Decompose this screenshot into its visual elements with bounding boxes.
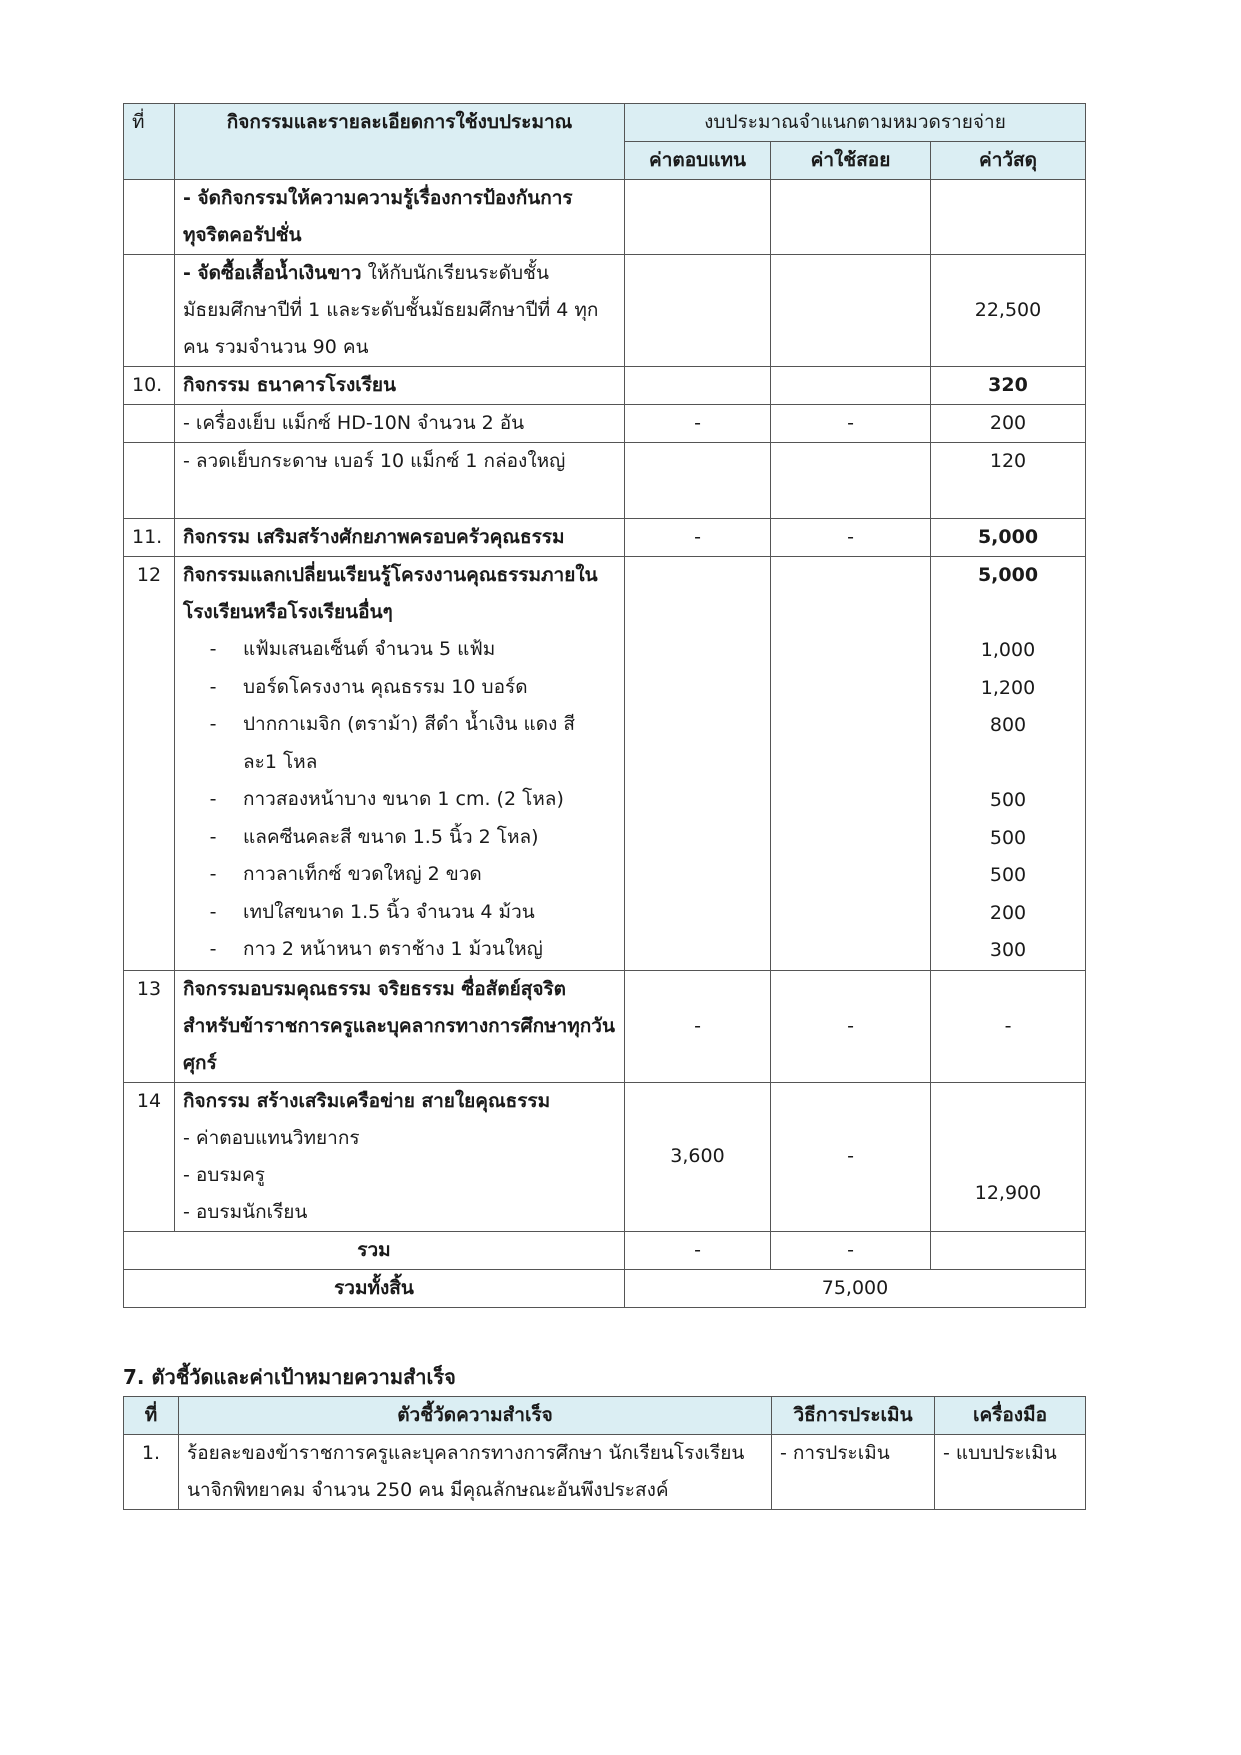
material-cost: 200 [989,901,1027,924]
sum-row [124,1231,1086,1269]
header-indicator: ตัวชี้วัดความสำเร็จ [179,1397,772,1435]
header-materials: ค่าวัสดุ [931,142,1086,180]
table-row [124,443,1086,519]
list-item: - ปากกาเมจิก (ตราม้า) สีดำ น้ำเงิน แดง สี [209,713,575,735]
activity-text [175,557,625,971]
row-number: 1. [124,1435,179,1510]
tool-text: - แบบประเมิน [935,1435,1086,1510]
material-cost: 300 [989,939,1027,961]
table-row [124,367,1086,405]
compensation-cost: - [625,970,771,1082]
activity-text: กิจกรรม ธนาคารโรงเรียน [175,367,625,405]
table-row [124,405,1086,443]
activity-text: กิจกรรมอบรมคุณธรรม จริยธรรม ซื่อสัตย์สุจริตสำหรับข้าราชการครูและบุคลากรทางการศึกษาทุกวันศุกร์ [175,970,625,1082]
material-total: 5,000 [977,564,1039,586]
list-item: - กาว 2 หน้าหนา ตราช้าง 1 ม้วนใหญ่ [209,938,543,960]
expense-cost: - [771,970,931,1082]
list-item: - ค่าตอบแทนวิทยากร [183,1126,360,1149]
material-cost: - [931,970,1086,1082]
material-cost: 320 [931,367,1086,405]
material-cost: 800 [989,714,1027,736]
list-item: - กาวลาเท็กซ์ ขวดใหญ่ 2 ขวด [209,863,482,885]
row-number: 13 [124,970,175,1082]
table-row [124,255,1086,367]
material-cost: 1,000 [980,639,1036,661]
list-item: - บอร์ดโครงงาน คุณธรรม 10 บอร์ด [209,675,528,698]
grand-total-value: 75,000 [625,1269,1086,1307]
grand-total-label: รวมทั้งสิ้น [124,1269,625,1307]
header-no: ที่ [124,1397,179,1435]
expense-cost: - [771,519,931,557]
row-number: 14 [124,1082,175,1231]
indicators-table [123,1396,1086,1510]
activity-title: กิจกรรม สร้างเสริมเครือข่าย สายใยคุณธรรม [183,1089,551,1112]
section-heading: 7. ตัวชี้วัดและค่าเป้าหมายความสำเร็จ [123,1365,456,1389]
activity-text: - จัดซื้อเสื้อน้ำเงินขาว ให้กับนักเรียนระดับชั้นมัธยมศึกษาปีที่ 1 และระดับชั้นมัธยมศึกษาปีที่ 4 ทุกคน รวมจำนวน 90 คน [175,255,625,367]
compensation-cost: - [625,519,771,557]
list-item: - อบรมนักเรียน [183,1200,308,1223]
table-row [124,970,1086,1082]
material-cost: 500 [989,864,1027,886]
list-item: - เทปใสขนาด 1.5 นิ้ว จำนวน 4 ม้วน [209,900,535,923]
material-cost: 1,200 [980,676,1036,699]
activity-text: - จัดกิจกรรมให้ความความรู้เรื่องการป้องกันการทุจริตคอรัปชั่น [175,180,625,255]
activity-text: - เครื่องเย็บ แม็กซ์ HD-10N จำนวน 2 อัน [175,405,625,443]
compensation-cost: - [625,1231,771,1269]
material-cost: 200 [931,405,1086,443]
header-budget-group: งบประมาณจำแนกตามหมวดรายจ่าย [625,104,1086,142]
table-row [124,1435,1086,1510]
header-tool: เครื่องมือ [935,1397,1086,1435]
grand-total-row [124,1269,1086,1307]
header-expenses: ค่าใช้สอย [771,142,931,180]
table-row [124,180,1086,255]
expense-cost: - [771,1231,931,1269]
activity-text: กิจกรรม เสริมสร้างศักยภาพครอบครัวคุณธรรม [175,519,625,557]
compensation-cost: 3,600 [625,1082,771,1231]
material-cost: 500 [989,789,1027,811]
expense-cost: - [771,1082,931,1231]
activity-text: - ลวดเย็บกระดาษ เบอร์ 10 แม็กซ์ 1 กล่องใหญ่ [175,443,625,519]
header-method: วิธีการประเมิน [772,1397,935,1435]
header-activity: กิจกรรมและรายละเอียดการใช้งบประมาณ [175,104,625,180]
material-cost: 120 [931,443,1086,519]
list-item: - อบรมครู [183,1163,266,1186]
list-item: ละ1 โหล [243,750,318,773]
material-cost: 22,500 [931,255,1086,367]
budget-header-row-1 [124,104,1086,142]
row-number: 11. [124,519,175,557]
material-cost-list [931,557,1086,971]
expense-cost: - [771,405,931,443]
header-no: ที่ [124,104,175,180]
activity-text [175,1082,625,1231]
budget-table [123,103,1086,1308]
indicator-text: ร้อยละของข้าราชการครูและบุคลากรทางการศึกษา นักเรียนโรงเรียนนาจิกพิทยาคม จำนวน 250 คน มีคุณลักษณะอันพึงประสงค์ [179,1435,772,1510]
material-cost: 5,000 [931,519,1086,557]
item-list [183,631,616,969]
sum-label: รวม [124,1231,625,1269]
table-row [124,519,1086,557]
table-row [124,1082,1086,1231]
activity-title: กิจกรรมแลกเปลี่ยนเรียนรู้โครงงานคุณธรรมภายในโรงเรียนหรือโรงเรียนอื่นๆ [183,564,598,623]
material-cost: 500 [989,826,1027,849]
row-number: 12 [124,557,175,971]
indicators-header-row [124,1397,1086,1435]
method-text: - การประเมิน [772,1435,935,1510]
header-compensation: ค่าตอบแทน [625,142,771,180]
material-cost: 12,900 [974,1182,1042,1204]
row-number: 10. [124,367,175,405]
table-row [124,557,1086,971]
list-item: - แลคซีนคละสี ขนาด 1.5 นิ้ว 2 โหล) [209,825,539,848]
list-item: - แฟ้มเสนอเซ็นต์ จำนวน 5 แฟ้ม [209,638,496,660]
compensation-cost: - [625,405,771,443]
list-item: - กาวสองหน้าบาง ขนาด 1 cm. (2 โหล) [209,788,564,810]
